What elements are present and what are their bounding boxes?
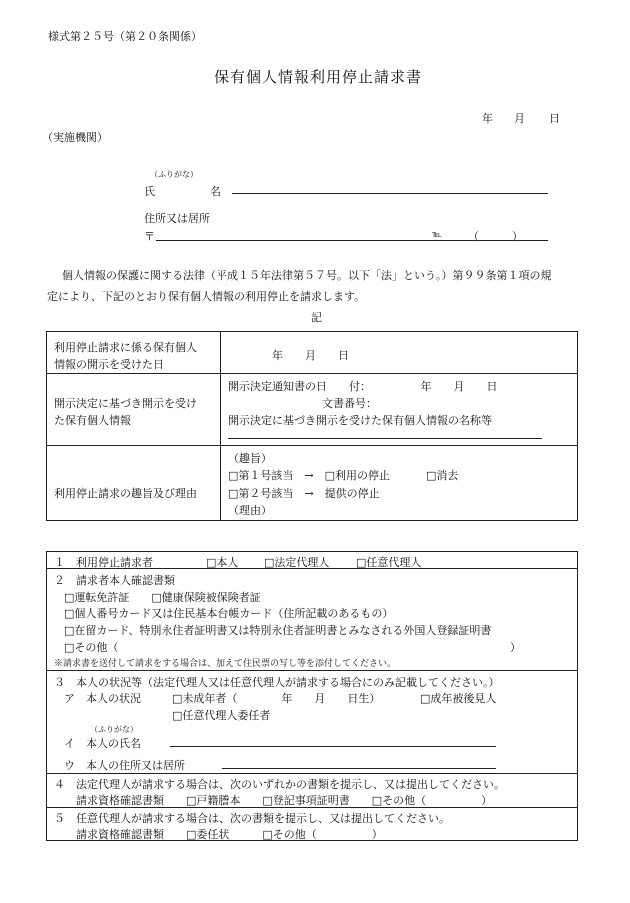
s1-option-voluntary-agent[interactable]: □任意代理人 (356, 556, 422, 569)
s3-a-label: ア 本人の状況 (64, 692, 141, 705)
row2-label-2: た保有個人情報 (54, 414, 131, 427)
s3-a-minor[interactable]: □未成年者（ 年 月 日生） (172, 692, 381, 705)
row3-label: 利用停止請求の趣旨及び理由 (54, 487, 197, 500)
address-field[interactable] (156, 240, 548, 241)
s3-furigana: （ふりがな） (90, 725, 138, 734)
row2-notice-date: 開示決定通知書の日 付： 年 月 日 (228, 380, 498, 393)
table1-row-line-2 (46, 445, 578, 446)
row1-label-2: 情報の開示を受けた日 (54, 358, 164, 371)
row3-option-1[interactable]: □第１号該当 → □利用の停止 (228, 469, 391, 482)
s1-option-self[interactable]: □本人 (206, 556, 239, 569)
s4-label: ４ 法定代理人が請求する場合は、次のいずれかの書類を提示し、又は提出してください。 (54, 778, 505, 791)
ki-label: 記 (311, 311, 322, 324)
table2-line-3 (46, 773, 578, 774)
s2-id-line-1[interactable]: □運転免許証 □健康保険被保険者証 (64, 591, 261, 604)
s4-docs[interactable]: 請求資格確認書類 □戸籍謄本 □登記事項証明書 □その他（ ） (76, 794, 493, 807)
s3-a-principal[interactable]: □任意代理人委任者 (172, 709, 271, 722)
s2-id-line-2[interactable]: □個人番号カード又は住民基本台帳カード（住所記載のあるもの） (64, 607, 394, 620)
name-label-1: 氏 (144, 185, 155, 198)
tel-label: ℡ (432, 230, 442, 240)
name-furigana: （ふりがな） (150, 170, 198, 179)
s2-id-other-close: ） (510, 641, 521, 654)
row1-value: 年 月 日 (272, 349, 349, 362)
table2-line-2 (46, 670, 578, 671)
s3-u-label: ウ 本人の住所又は居所 (64, 759, 185, 772)
row3-option-2[interactable]: □第２号該当 → 提供の停止 (228, 487, 380, 500)
date-month-label: 月 (514, 112, 525, 125)
s3-a-ward[interactable]: □成年被後見人 (420, 692, 497, 705)
s2-id-other[interactable]: □その他（ (64, 641, 119, 654)
table1-row-line-1 (46, 373, 578, 374)
s3-i-label: イ 本人の氏名 (64, 737, 141, 750)
s1-label: １ 利用停止請求者 (54, 556, 153, 569)
date-year-label: 年 (482, 112, 493, 125)
intro-line-1: 個人情報の保護に関する法律（平成１５年法律第５７号。以下「法」という。）第９９条第１項の規 (62, 269, 552, 282)
row2-doc-number: 文書番号： (322, 397, 377, 410)
table1-divider (220, 331, 221, 521)
address-label: 住所又は居所 (144, 212, 210, 225)
tel-parens: （ ） (468, 230, 523, 243)
page-title: 保有個人情報利用停止請求書 (214, 68, 423, 86)
row3-option-erase[interactable]: □消去 (426, 469, 459, 482)
date-day-label: 日 (549, 112, 560, 125)
row3-reason-label: （理由） (228, 504, 272, 517)
postal-mark: 〒 (144, 230, 155, 243)
s5-docs[interactable]: 請求資格確認書類 □委任状 □その他（ ） (76, 828, 383, 841)
s3-address-field[interactable] (222, 768, 496, 769)
s3-name-field[interactable] (170, 746, 496, 747)
s3-label: ３ 本人の状況等（法定代理人又は任意代理人が請求する場合にのみ記載してください。） (54, 676, 500, 689)
name-label-2: 名 (210, 185, 221, 198)
intro-line-2: 定により、下記のとおり保有個人情報の利用停止を請求します。 (47, 290, 366, 303)
agency-label: （実施機関） (42, 131, 108, 144)
row1-label-1: 利用停止請求に係る保有個人 (54, 341, 197, 354)
s2-note: ※請求書を送付して請求をする場合は、加えて住民票の写し等を添付してください。 (54, 659, 397, 669)
row3-purpose-label: （趣旨） (228, 452, 272, 465)
name-field[interactable] (232, 193, 548, 194)
row2-label-1: 開示決定に基づき開示を受け (54, 397, 197, 410)
form-number: 様式第２５号（第２０条関係） (48, 30, 202, 43)
s5-label: ５ 任意代理人が請求する場合は、次の書類を提示し、又は提出してください。 (54, 812, 450, 825)
row2-info-name: 開示決定に基づき開示を受けた保有個人情報の名称等 (228, 414, 492, 427)
s1-option-legal-agent[interactable]: □法定代理人 (264, 556, 330, 569)
row2-info-field[interactable] (228, 438, 542, 439)
s2-id-line-3[interactable]: □在留カード、特別永住者証明書又は特別永住者証明書とみなされる外国人登録証明書 (64, 624, 492, 637)
s2-label: ２ 請求者本人確認書類 (54, 574, 175, 587)
